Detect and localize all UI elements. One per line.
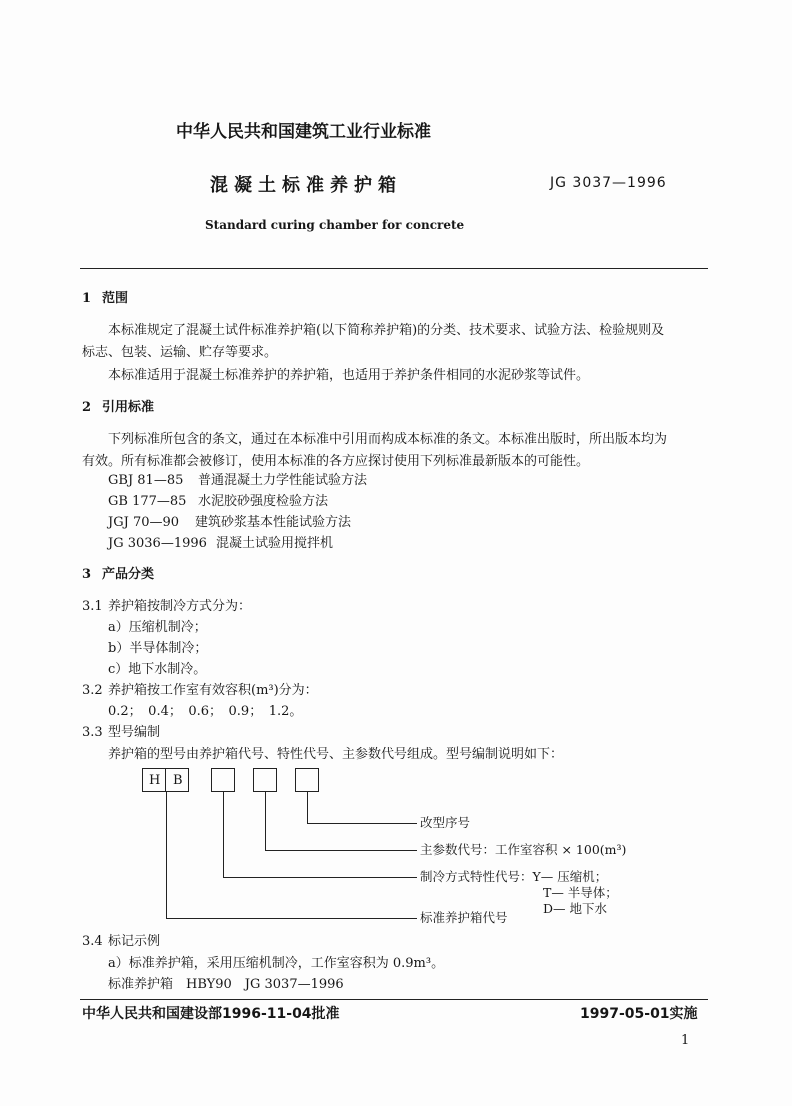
cooling-item: c）地下水制冷。 [108, 662, 207, 677]
section-3-1-number: 3.1 [82, 599, 103, 614]
ref-code: JGJ 70—90 [108, 515, 180, 530]
section-3-3-number: 3.3 [82, 725, 103, 740]
label-main-param: 主参数代号：工作室容积 × 100(m³) [420, 842, 627, 857]
connector-main-param-h [265, 850, 417, 851]
section-2-number: 2 [82, 400, 92, 415]
ref-name: 水泥胶砂强度检验方法 [198, 494, 329, 509]
section-2-paragraph-line-2: 有效。所有标准都会被修订，使用本标准的各方应探讨使用下列标准最新版本的可能性。 [82, 454, 590, 469]
section-3-2-title: 养护箱按工作室有效容积(m³)分为： [108, 683, 318, 698]
code-box-revision [295, 768, 319, 792]
section-3-1-title: 养护箱按制冷方式分为： [108, 599, 252, 614]
section-3-number: 3 [82, 567, 92, 582]
section-1-paragraph-1-line-2: 标志、包装、运输、贮存等要求。 [82, 345, 278, 360]
connector-cooling-h [223, 877, 417, 878]
section-3-3-title: 型号编制 [108, 725, 161, 740]
cooling-item: b）半导体制冷； [108, 641, 208, 656]
connector-std-code-h [166, 918, 417, 919]
code-box-b-letter: B [173, 773, 183, 788]
connector-main-param-v [265, 792, 266, 850]
cooling-item: a）压缩机制冷； [108, 620, 207, 635]
label-cooling: 制冷方式特性代号：Y— 压缩机； [420, 869, 608, 884]
code-box-h-letter: H [149, 773, 161, 788]
footer-divider [80, 999, 708, 1000]
document-title-cn: 混凝土标准养护箱 [210, 175, 402, 196]
connector-revision-h [307, 823, 417, 824]
document-title-en: Standard curing chamber for concrete [205, 218, 465, 232]
connector-cooling-v [223, 792, 224, 877]
section-1-number: 1 [82, 291, 92, 306]
ref-code: JG 3036—1996 [108, 536, 207, 551]
implementation-date: 1997-05-01实施 [580, 1006, 698, 1022]
section-1-paragraph-2: 本标准适用于混凝土标准养护的养护箱，也适用于养护条件相同的水泥砂浆等试件。 [108, 368, 590, 383]
code-box-main-param [253, 768, 277, 792]
label-std-code: 标准养护箱代号 [420, 910, 508, 925]
connector-revision-v [307, 792, 308, 823]
ref-name: 普通混凝土力学性能试验方法 [198, 473, 368, 488]
standard-org-title: 中华人民共和国建筑工业行业标准 [176, 122, 431, 142]
code-box-h [142, 768, 166, 792]
label-cooling-d: D— 地下水 [543, 901, 607, 916]
section-1-title: 范围 [102, 291, 129, 306]
ref-name: 混凝土试验用搅拌机 [216, 536, 334, 551]
section-3-4-title: 标记示例 [108, 934, 161, 949]
code-box-b [165, 768, 189, 792]
label-cooling-t: T— 半导体； [543, 885, 618, 900]
section-1-paragraph-1-line-1: 本标准规定了混凝土试件标准养护箱(以下简称养护箱)的分类、技术要求、试验方法、检验规则及 [108, 323, 665, 338]
ref-name: 建筑砂浆基本性能试验方法 [195, 515, 352, 530]
ref-code: GBJ 81—85 [108, 473, 184, 488]
volume-values: 0.2； 0.4； 0.6； 0.9； 1.2。 [108, 704, 303, 719]
approval-statement: 中华人民共和国建设部1996-11-04批准 [82, 1006, 340, 1022]
ref-code: GB 177—85 [108, 494, 187, 509]
section-3-title: 产品分类 [102, 567, 155, 582]
section-2-title: 引用标准 [102, 400, 155, 415]
header-divider [80, 268, 708, 269]
section-3-3-text: 养护箱的型号由养护箱代号、特性代号、主参数代号组成。型号编制说明如下： [108, 747, 564, 762]
standard-number: JG 3037—1996 [550, 175, 667, 191]
example-marking: 标准养护箱 HBY90 JG 3037—1996 [108, 977, 344, 992]
label-revision: 改型序号 [420, 815, 471, 830]
section-3-4-number: 3.4 [82, 934, 103, 949]
page-number: 1 [681, 1033, 690, 1048]
section-2-paragraph-line-1: 下列标准所包含的条文，通过在本标准中引用而构成本标准的条文。本标准出版时，所出版本均为 [108, 432, 668, 447]
section-3-2-number: 3.2 [82, 683, 103, 698]
code-box-cooling [211, 768, 235, 792]
connector-std-code-v [166, 792, 167, 918]
example-item: a）标准养护箱，采用压缩机制冷，工作室容积为 0.9m³。 [108, 956, 445, 971]
